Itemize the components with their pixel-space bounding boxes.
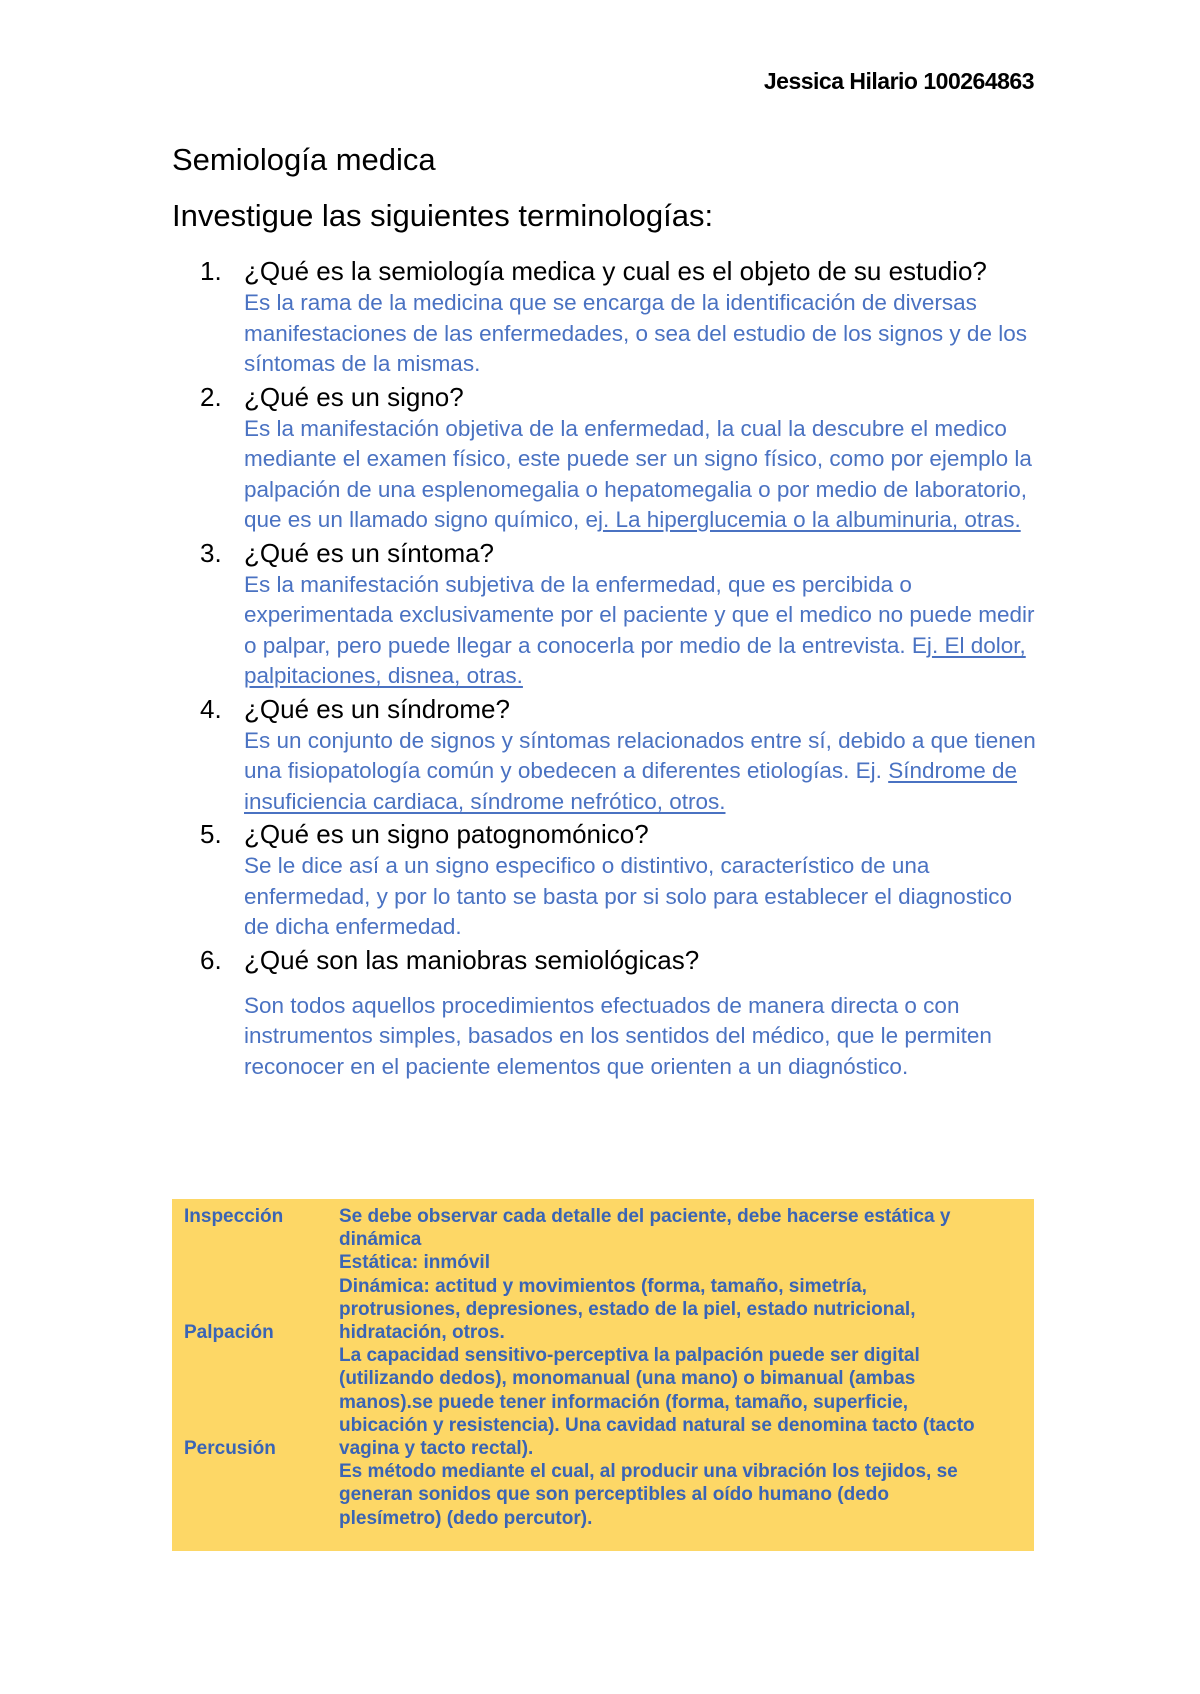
answer-examples: Síndrome de insuficiencia cardiaca, síndrome nefrótico, otros. <box>244 758 1018 814</box>
question-item <box>172 254 1042 380</box>
question-text: ¿Qué es un síndrome? <box>244 693 510 724</box>
answer-text <box>244 851 1042 943</box>
question-item <box>172 692 1042 818</box>
table-line: protrusiones, depresiones, estado de la piel, estado nutricional, <box>339 1298 916 1320</box>
table-line: manos).se puede tener información (forma, tamaño, superficie, <box>339 1391 909 1413</box>
question-number: 2. <box>200 381 222 412</box>
answer-text <box>244 726 1042 818</box>
answer-examples: . El dolor, palpitaciones, disnea, otras. <box>244 632 1026 688</box>
question-text: ¿Qué es la semiología medica y cual es el objeto de su estudio? <box>244 256 987 286</box>
label-palpacion: Palpación <box>184 1322 274 1343</box>
questions-list <box>172 254 1042 1082</box>
table-line: La capacidad sensitivo-perceptiva la palpación puede ser digital <box>339 1345 920 1367</box>
table-line: Es método mediante el cual, al producir una vibración los tejidos, se <box>339 1461 958 1483</box>
question-number: 3. <box>200 537 222 568</box>
answer-text <box>244 288 1042 380</box>
table-line: Estática: inmóvil <box>339 1252 490 1274</box>
question-number: 6. <box>200 944 222 975</box>
answer-body: Es la manifestación objetiva de la enfermedad, la cual la descubre el medico mediante el examen físico, este puede ser un signo físico, como por ejemplo la palpación de una esplenomegalia o hepatomegalia o por medio de laboratorio, que es un llamado signo químico, ej <box>244 415 1032 532</box>
table-line: hidratación, otros. <box>339 1322 505 1344</box>
answer-examples: . La hiperglucemia o la albuminuria, otras. <box>602 507 1021 532</box>
answer-body: Se le dice así a un signo especifico o distintivo, característico de una enfermedad, y por lo tanto se basta por si solo para establecer el diagnostico de dicha enfermedad. <box>244 853 1012 939</box>
question-item <box>172 536 1042 692</box>
table-line: (utilizando dedos), monomanual (una mano) o bimanual (ambas <box>339 1368 916 1390</box>
question-item <box>172 943 1042 1083</box>
answer-body: Son todos aquellos procedimientos efectuados de manera directa o con instrumentos simples, basados en los sentidos del médico, que le permiten reconocer en el paciente elementos que orienten a un diagnóstico. <box>244 992 992 1079</box>
table-line: vagina y tacto rectal). <box>339 1438 534 1460</box>
question-text: ¿Qué es un signo patognomónico? <box>244 819 649 849</box>
table-line: Se debe observar cada detalle del paciente, debe hacerse estática y <box>339 1206 951 1227</box>
answer-body: Es la manifestación subjetiva de la enfermedad, que es percibida o experimentada exclusivamente por el paciente y que el medico no puede medir o palpar, pero puede llegar a conocerla por medio de la entrevista. Ej <box>244 571 1035 658</box>
answer-text <box>244 414 1042 536</box>
author-header: Jessica Hilario 100264863 <box>763 68 1034 94</box>
question-item <box>172 380 1042 536</box>
question-number: 4. <box>200 693 222 724</box>
question-number: 1. <box>200 256 222 286</box>
table-line: plesímetro) (dedo percutor). <box>339 1507 593 1529</box>
maniobras-labels-cell <box>172 1199 339 1551</box>
question-text: ¿Qué son las maniobras semiológicas? <box>244 944 700 975</box>
question-text: ¿Qué es un síntoma? <box>244 537 495 568</box>
answer-body: Es la rama de la medicina que se encarga de la identificación de diversas manifestaciones de las enfermedades, o sea del estudio de los signos y de los síntomas de la mismas. <box>244 290 1027 376</box>
document-subtitle: Investigue las siguientes terminologías: <box>172 198 714 233</box>
table-line: generan sonidos que son perceptibles al oído humano (dedo <box>339 1484 890 1506</box>
question-number: 5. <box>200 819 222 849</box>
table-line: ubicación y resistencia). Una cavidad natural se denomina tacto (tacto <box>339 1414 975 1436</box>
document-title: Semiología medica <box>172 142 436 177</box>
table-line: Dinámica: actitud y movimientos (forma, tamaño, simetría, <box>339 1275 867 1297</box>
maniobras-description-cell <box>339 1199 1034 1551</box>
answer-text <box>244 570 1042 692</box>
maniobras-table <box>172 1199 1034 1551</box>
label-inspeccion: Inspección <box>184 1206 284 1227</box>
question-text: ¿Qué es un signo? <box>244 381 464 412</box>
label-percusion: Percusión <box>184 1438 276 1459</box>
question-item <box>172 817 1042 943</box>
table-line: dinámica <box>339 1229 422 1251</box>
answer-body: Es un conjunto de signos y síntomas relacionados entre sí, debido a que tienen una fisiopatología común y obedecen a diferentes etiologías. Ej. <box>244 727 1036 783</box>
answer-text <box>244 991 1042 1083</box>
